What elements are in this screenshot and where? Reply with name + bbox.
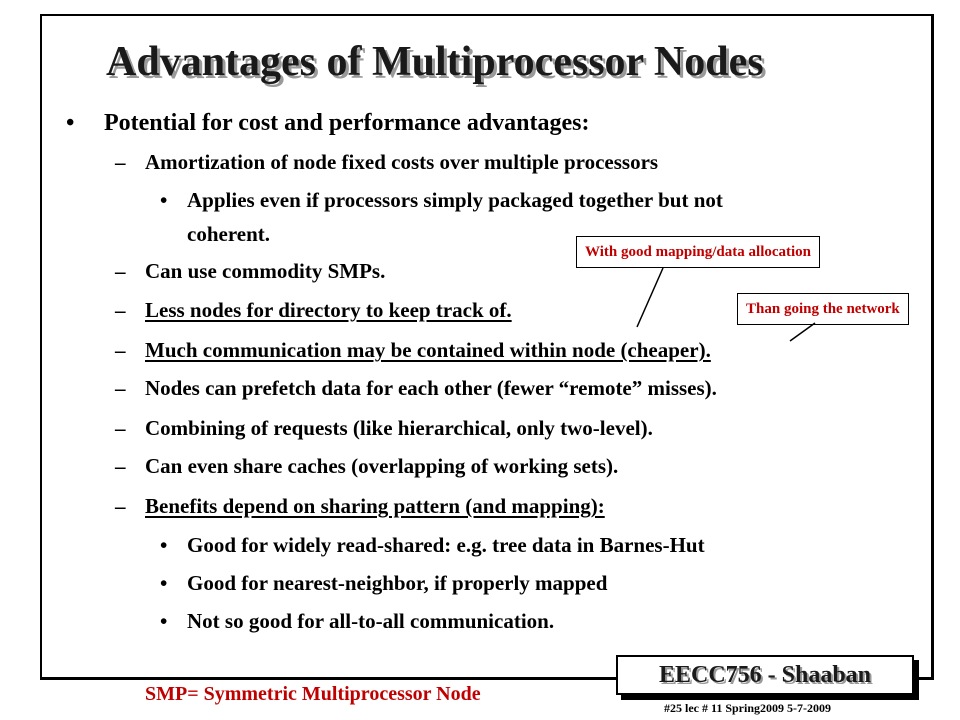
course-badge-label: EECC756 - Shaaban (658, 662, 872, 688)
callout-mapping: With good mapping/data allocation (576, 236, 820, 268)
bullet-level-2: Can use commodity SMPs. (145, 259, 386, 283)
dash-marker: – (115, 416, 126, 440)
slide-meta: #25 lec # 11 Spring2009 5-7-2009 (664, 701, 831, 715)
dash-marker: – (115, 259, 126, 283)
bullet-level-2: Amortization of node fixed costs over multiple processors (145, 150, 659, 174)
bullet-marker: • (160, 609, 168, 633)
dash-marker: – (115, 454, 126, 478)
bullet-marker: • (160, 188, 168, 212)
callout-network: Than going the network (737, 293, 909, 325)
dash-marker: – (115, 338, 126, 362)
bullet-level-1: Potential for cost and performance advantages: (104, 110, 590, 136)
dash-marker: – (115, 150, 126, 174)
bullet-level-3: Applies even if processors simply packaged together but not (187, 188, 723, 212)
bullet-level-2: Benefits depend on sharing pattern (and mapping): (145, 494, 605, 518)
bullet-marker: • (160, 571, 168, 595)
bullet-level-3: Good for widely read-shared: e.g. tree data in Barnes-Hut (187, 533, 705, 557)
bullet-level-2: Can even share caches (overlapping of working sets). (145, 454, 619, 478)
bullet-level-2: Combining of requests (like hierarchical, only two-level). (145, 416, 653, 440)
leader-line-network (790, 323, 815, 341)
bullet-level-2: Nodes can prefetch data for each other (fewer “remote” misses). (145, 376, 717, 400)
bullet-level-3: Good for nearest-neighbor, if properly mapped (187, 571, 608, 595)
bullet-level-3: Not so good for all-to-all communication. (187, 609, 555, 633)
bullet-marker: • (160, 533, 168, 557)
leader-line-mapping (637, 268, 663, 327)
dash-marker: – (115, 298, 126, 322)
course-badge (616, 655, 914, 695)
bullet-level-2: Much communication may be contained within node (cheaper). (145, 338, 711, 362)
slide-title: Advantages of Multiprocessor Nodes (106, 39, 764, 85)
dash-marker: – (115, 376, 126, 400)
smp-footnote: SMP= Symmetric Multiprocessor Node (145, 683, 481, 705)
bullet-marker: • (66, 110, 75, 136)
bullet-level-3: coherent. (187, 222, 271, 246)
dash-marker: – (115, 494, 126, 518)
bullet-level-2: Less nodes for directory to keep track of. (145, 298, 512, 322)
